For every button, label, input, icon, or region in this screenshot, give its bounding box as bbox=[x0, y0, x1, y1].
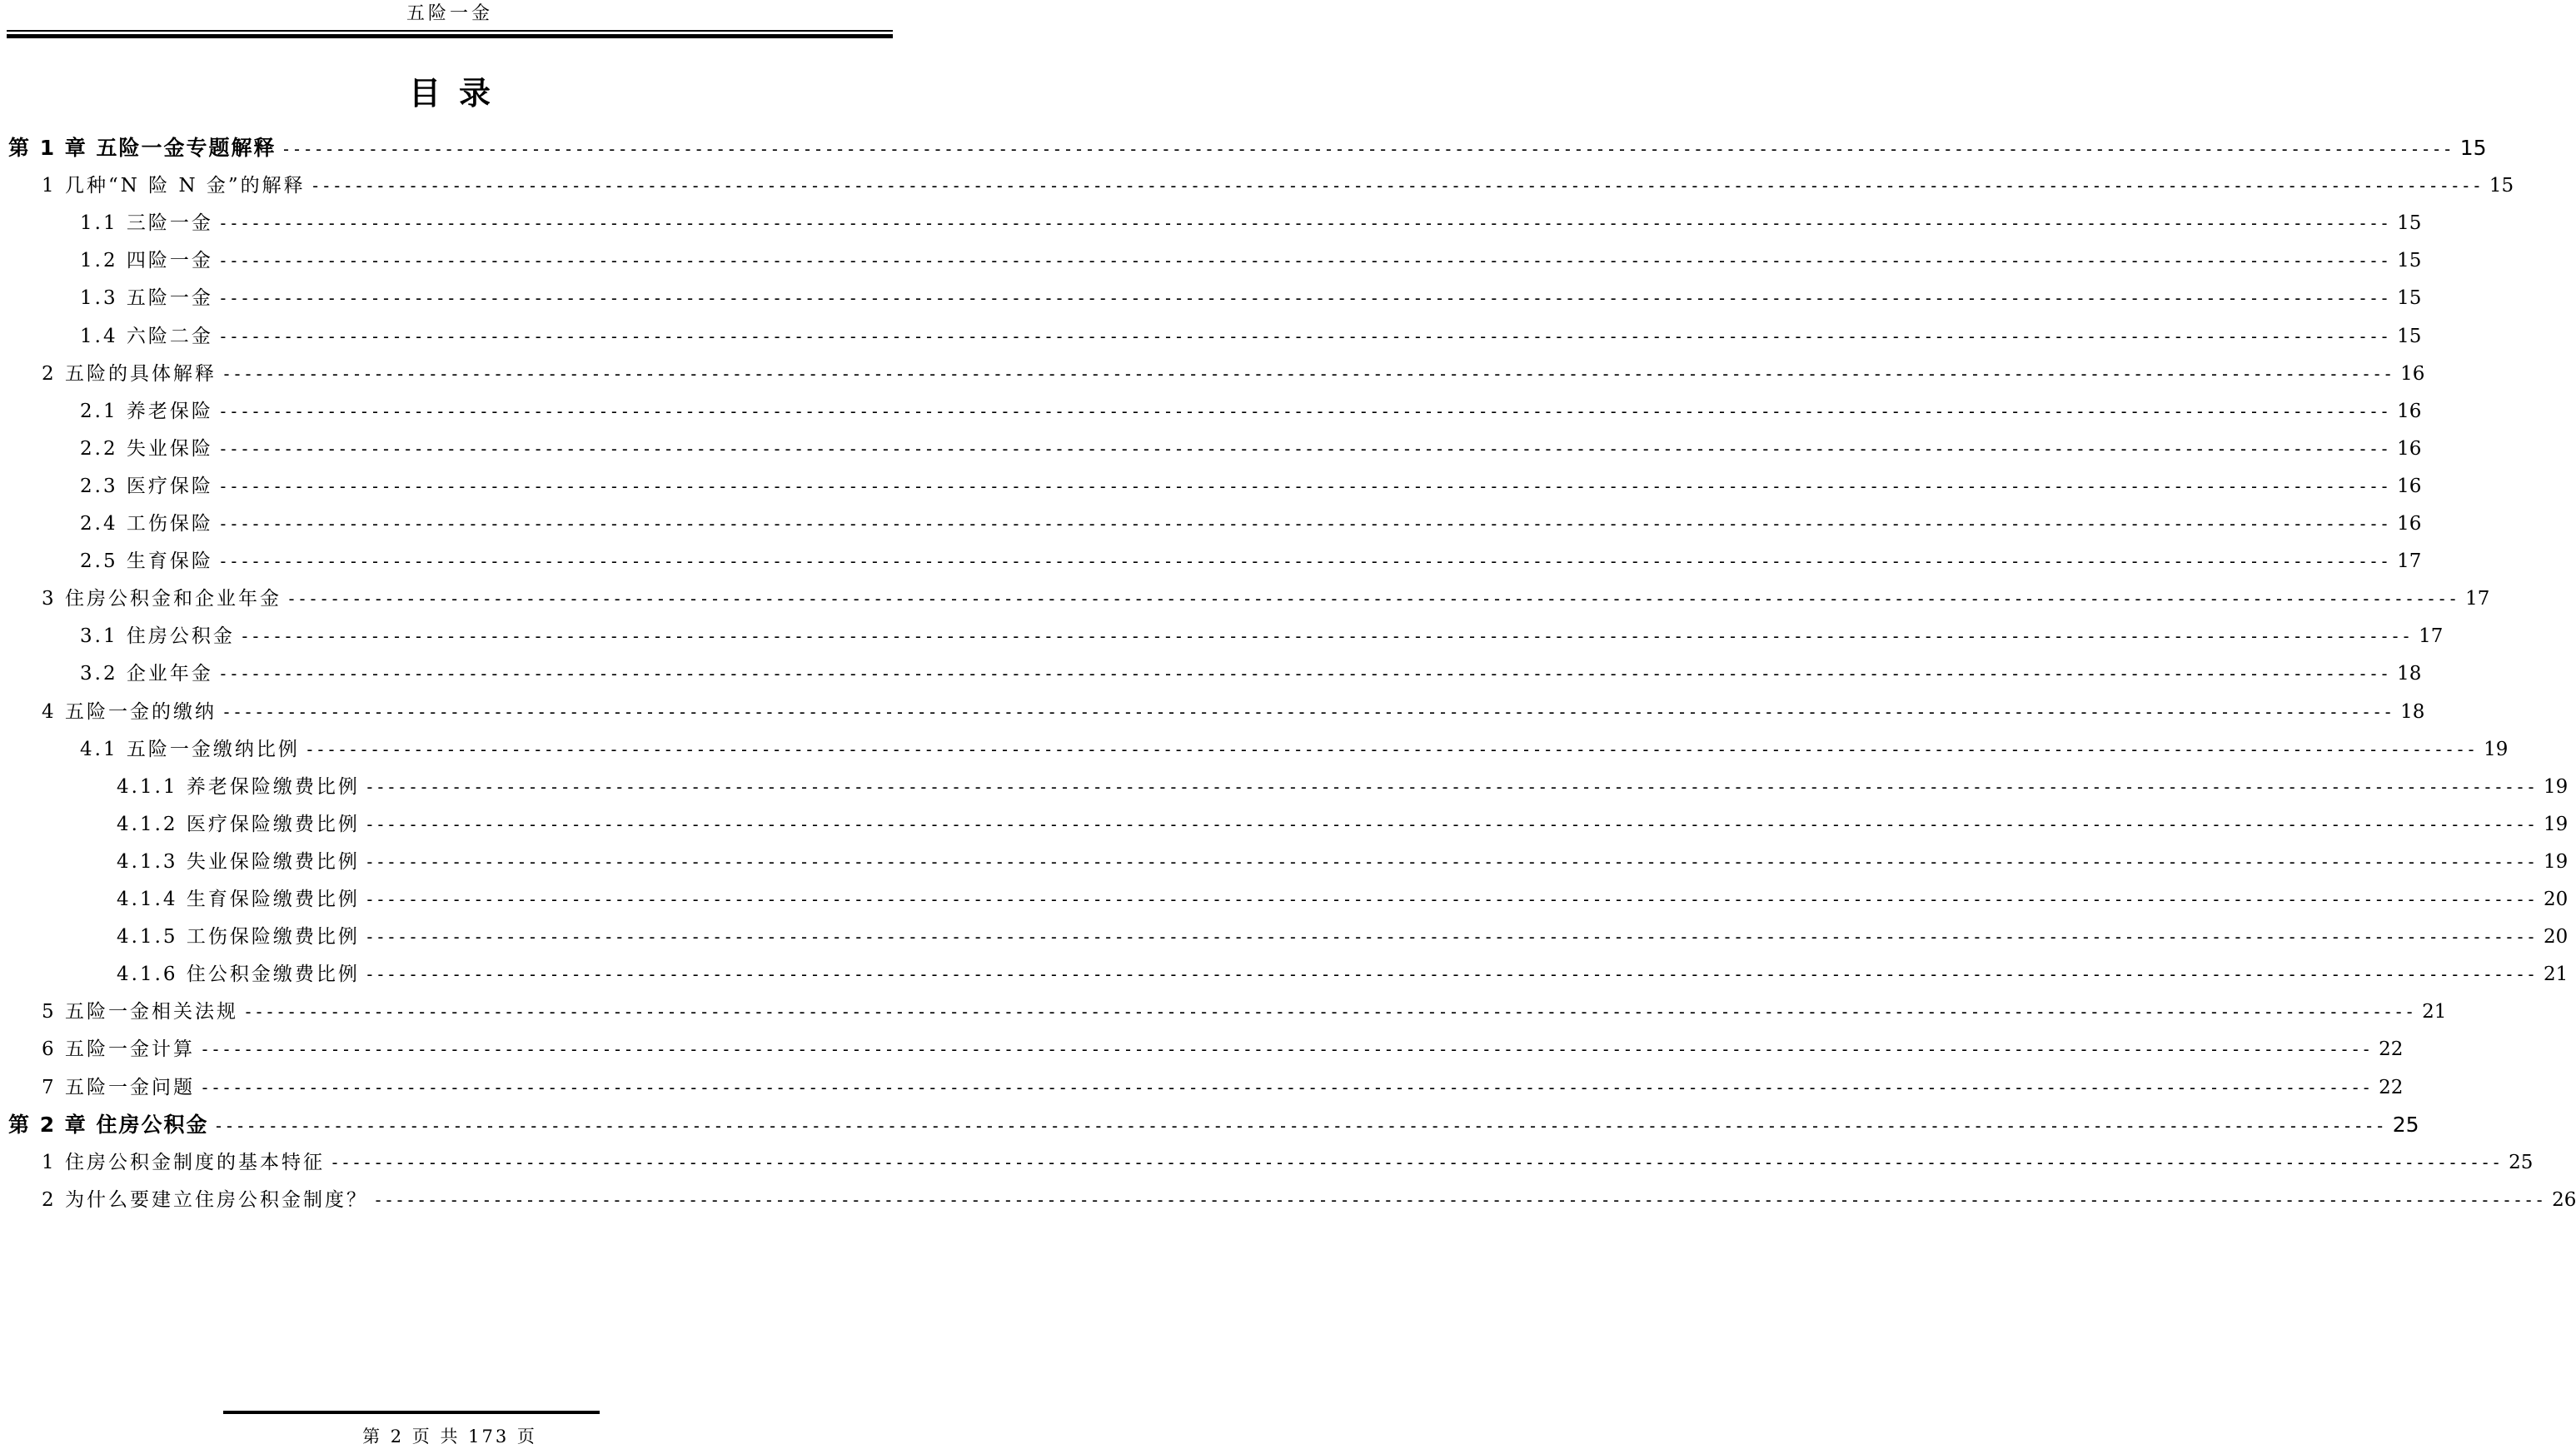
toc-page-number: 17 bbox=[2419, 625, 2444, 648]
toc-dot-leader: -------------------------------------------------------------------------------------------------------------------------------------------------------------------------------------------------------- bbox=[364, 964, 2538, 985]
toc-entry[interactable] bbox=[80, 320, 2422, 353]
toc-page-number: 15 bbox=[2397, 250, 2422, 272]
toc-entry[interactable] bbox=[80, 395, 2422, 428]
toc-entry[interactable] bbox=[42, 1033, 2404, 1066]
toc-dot-leader: -------------------------------------------------------------------------------------------------------------------------------------------------------------------------------------------------------- bbox=[281, 139, 2454, 159]
footer-rule bbox=[223, 1411, 600, 1414]
toc-entry[interactable] bbox=[80, 470, 2422, 503]
toc-entry-label: 4.1.2 医疗保险缴费比例 bbox=[117, 813, 360, 835]
toc-entry-label: 1.3 五险一金 bbox=[80, 287, 213, 310]
toc-entry-label: 4.1.5 工伤保险缴费比例 bbox=[117, 926, 360, 949]
toc-dot-leader: -------------------------------------------------------------------------------------------------------------------------------------------------------------------------------------------------------- bbox=[364, 776, 2538, 797]
toc-entry-label: 2 五险的具体解释 bbox=[42, 362, 217, 385]
toc-dot-leader: -------------------------------------------------------------------------------------------------------------------------------------------------------------------------------------------------------- bbox=[217, 213, 2391, 234]
toc-dot-leader: -------------------------------------------------------------------------------------------------------------------------------------------------------------------------------------------------------- bbox=[239, 626, 2413, 647]
toc-page-number: 16 bbox=[2400, 362, 2425, 385]
toc-entry[interactable] bbox=[80, 657, 2422, 690]
toc-page-number: 19 bbox=[2544, 775, 2569, 798]
page-number-footer: 第 2 页 共 173 页 bbox=[362, 1427, 537, 1447]
toc-entry-label: 7 五险一金问题 bbox=[42, 1076, 195, 1098]
toc-page-number: 22 bbox=[2379, 1076, 2404, 1098]
toc-dot-leader: -------------------------------------------------------------------------------------------------------------------------------------------------------------------------------------------------------- bbox=[364, 889, 2538, 909]
toc-dot-leader: -------------------------------------------------------------------------------------------------------------------------------------------------------------------------------------------------------- bbox=[217, 514, 2391, 534]
toc-page-number: 16 bbox=[2397, 437, 2422, 460]
toc-dot-leader: -------------------------------------------------------------------------------------------------------------------------------------------------------------------------------------------------------- bbox=[199, 1077, 2373, 1098]
toc-page-number: 21 bbox=[2544, 964, 2569, 986]
toc-page-number: 22 bbox=[2379, 1038, 2404, 1061]
toc-entry[interactable] bbox=[42, 169, 2514, 202]
toc-page-number: 15 bbox=[2397, 325, 2422, 347]
toc-entry-label: 2.3 医疗保险 bbox=[80, 475, 213, 497]
toc-entry[interactable] bbox=[80, 244, 2422, 277]
toc-dot-leader: -------------------------------------------------------------------------------------------------------------------------------------------------------------------------------------------------------- bbox=[310, 176, 2483, 197]
toc-entry[interactable] bbox=[117, 920, 2569, 954]
toc-entry-label: 4.1.6 住公积金缴费比例 bbox=[117, 964, 360, 986]
toc-page-number: 20 bbox=[2544, 889, 2569, 910]
running-header-title: 五险一金 bbox=[406, 3, 493, 24]
toc-entry-label: 5 五险一金相关法规 bbox=[42, 1001, 238, 1023]
toc-page-number: 17 bbox=[2397, 550, 2422, 573]
toc-dot-leader: -------------------------------------------------------------------------------------------------------------------------------------------------------------------------------------------------------- bbox=[217, 401, 2391, 421]
toc-entry[interactable] bbox=[42, 695, 2425, 729]
toc-dot-leader: -------------------------------------------------------------------------------------------------------------------------------------------------------------------------------------------------------- bbox=[242, 1002, 2416, 1023]
toc-dot-leader: -------------------------------------------------------------------------------------------------------------------------------------------------------------------------------------------------------- bbox=[364, 927, 2538, 948]
toc-dot-leader: -------------------------------------------------------------------------------------------------------------------------------------------------------------------------------------------------------- bbox=[217, 438, 2391, 459]
toc-dot-leader: -------------------------------------------------------------------------------------------------------------------------------------------------------------------------------------------------------- bbox=[217, 251, 2391, 271]
toc-entry-label: 1.1 三险一金 bbox=[80, 212, 213, 235]
toc-page-number: 19 bbox=[2484, 738, 2509, 760]
toc-page-number: 15 bbox=[2489, 175, 2514, 197]
toc-entry-label: 2.2 失业保险 bbox=[80, 437, 213, 460]
toc-dot-leader: -------------------------------------------------------------------------------------------------------------------------------------------------------------------------------------------------------- bbox=[199, 1039, 2373, 1060]
toc-entry[interactable] bbox=[117, 958, 2569, 991]
toc-entry[interactable] bbox=[80, 507, 2422, 540]
toc-entry[interactable] bbox=[117, 845, 2569, 879]
toc-entry-label: 1 住房公积金制度的基本特征 bbox=[42, 1151, 325, 1173]
toc-dot-leader: -------------------------------------------------------------------------------------------------------------------------------------------------------------------------------------------------------- bbox=[213, 1115, 2386, 1136]
toc-entry-label: 4.1 五险一金缴纳比例 bbox=[80, 738, 300, 760]
toc-entry[interactable] bbox=[80, 620, 2444, 653]
toc-page-number: 19 bbox=[2544, 813, 2569, 835]
toc-dot-leader: -------------------------------------------------------------------------------------------------------------------------------------------------------------------------------------------------------- bbox=[217, 326, 2391, 346]
toc-dot-leader: -------------------------------------------------------------------------------------------------------------------------------------------------------------------------------------------------------- bbox=[372, 1189, 2546, 1210]
toc-entry-label: 3.1 住房公积金 bbox=[80, 625, 235, 648]
toc-page-number: 21 bbox=[2422, 1001, 2447, 1023]
toc-entry-label: 4.1.3 失业保险缴费比例 bbox=[117, 850, 360, 873]
toc-entry[interactable] bbox=[42, 1146, 2534, 1179]
toc-dot-leader: -------------------------------------------------------------------------------------------------------------------------------------------------------------------------------------------------------- bbox=[286, 589, 2459, 610]
toc-entry[interactable] bbox=[117, 770, 2569, 804]
toc-entry-label: 3 住房公积金和企业年金 bbox=[42, 588, 282, 610]
toc-page-number: 16 bbox=[2397, 513, 2422, 535]
toc-entry[interactable] bbox=[42, 582, 2490, 615]
toc-entry-label: 2.1 养老保险 bbox=[80, 400, 213, 422]
toc-entry[interactable] bbox=[42, 357, 2425, 391]
toc-entry-label: 2.4 工伤保险 bbox=[80, 513, 213, 535]
header-rule-thin bbox=[7, 30, 893, 32]
toc-dot-leader: -------------------------------------------------------------------------------------------------------------------------------------------------------------------------------------------------------- bbox=[217, 288, 2391, 309]
toc-entry-label: 4.1.4 生育保险缴费比例 bbox=[117, 889, 360, 910]
toc-chapter-entry[interactable] bbox=[8, 1108, 2419, 1142]
toc-page-number: 15 bbox=[2397, 212, 2422, 235]
toc-dot-leader: -------------------------------------------------------------------------------------------------------------------------------------------------------------------------------------------------------- bbox=[217, 551, 2391, 572]
toc-entry[interactable] bbox=[80, 432, 2422, 466]
toc-entry-label: 1.4 六险二金 bbox=[80, 325, 213, 347]
toc-page-number: 17 bbox=[2465, 588, 2490, 610]
toc-entry[interactable] bbox=[117, 808, 2569, 841]
toc-dot-leader: -------------------------------------------------------------------------------------------------------------------------------------------------------------------------------------------------------- bbox=[364, 814, 2538, 834]
toc-dot-leader: -------------------------------------------------------------------------------------------------------------------------------------------------------------------------------------------------------- bbox=[329, 1152, 2503, 1173]
toc-dot-leader: -------------------------------------------------------------------------------------------------------------------------------------------------------------------------------------------------------- bbox=[304, 739, 2478, 759]
toc-page-number: 26 bbox=[2552, 1188, 2576, 1211]
toc-page-number: 19 bbox=[2544, 850, 2569, 873]
toc-entry[interactable] bbox=[117, 883, 2569, 916]
toc-page-number: 25 bbox=[2509, 1151, 2534, 1173]
toc-page-number: 16 bbox=[2397, 400, 2422, 422]
toc-entry[interactable] bbox=[80, 281, 2422, 315]
toc-entry[interactable] bbox=[80, 545, 2422, 578]
toc-entry-label: 第 2 章 住房公积金 bbox=[8, 1112, 209, 1137]
toc-dot-leader: -------------------------------------------------------------------------------------------------------------------------------------------------------------------------------------------------------- bbox=[221, 701, 2394, 722]
header-rule-thick bbox=[7, 34, 893, 38]
toc-dot-leader: -------------------------------------------------------------------------------------------------------------------------------------------------------------------------------------------------------- bbox=[217, 664, 2391, 685]
toc-entry-label: 4.1.1 养老保险缴费比例 bbox=[117, 775, 360, 798]
toc-entry[interactable] bbox=[42, 1071, 2404, 1104]
toc-entry-label: 2 为什么要建立住房公积金制度？ bbox=[42, 1188, 368, 1211]
toc-page-number: 25 bbox=[2392, 1112, 2419, 1137]
toc-entry-label: 3.2 企业年金 bbox=[80, 663, 213, 685]
toc-entry[interactable] bbox=[80, 733, 2509, 766]
toc-chapter-entry[interactable] bbox=[8, 132, 2487, 165]
toc-page-number: 15 bbox=[2459, 136, 2487, 160]
toc-entry-label: 4 五险一金的缴纳 bbox=[42, 700, 217, 723]
toc-dot-leader: -------------------------------------------------------------------------------------------------------------------------------------------------------------------------------------------------------- bbox=[217, 476, 2391, 496]
toc-title: 目录 bbox=[408, 75, 509, 112]
toc-entry[interactable] bbox=[42, 995, 2447, 1028]
toc-page-number: 15 bbox=[2397, 287, 2422, 310]
toc-entry-label: 6 五险一金计算 bbox=[42, 1038, 195, 1061]
toc-dot-leader: -------------------------------------------------------------------------------------------------------------------------------------------------------------------------------------------------------- bbox=[364, 851, 2538, 872]
toc-entry-label: 1.2 四险一金 bbox=[80, 250, 213, 272]
toc-dot-leader: -------------------------------------------------------------------------------------------------------------------------------------------------------------------------------------------------------- bbox=[221, 363, 2394, 384]
toc-entry[interactable] bbox=[42, 1183, 2576, 1217]
toc-page-number: 18 bbox=[2397, 663, 2422, 685]
toc-entry-label: 2.5 生育保险 bbox=[80, 550, 213, 573]
toc-entry[interactable] bbox=[80, 207, 2422, 240]
toc-entry-label: 1 几种“N 险 N 金”的解释 bbox=[42, 175, 306, 197]
toc-entry-label: 第 1 章 五险一金专题解释 bbox=[8, 136, 277, 160]
toc-page-number: 18 bbox=[2400, 700, 2425, 723]
toc-page-number: 20 bbox=[2544, 926, 2569, 949]
toc-page-number: 16 bbox=[2397, 475, 2422, 497]
